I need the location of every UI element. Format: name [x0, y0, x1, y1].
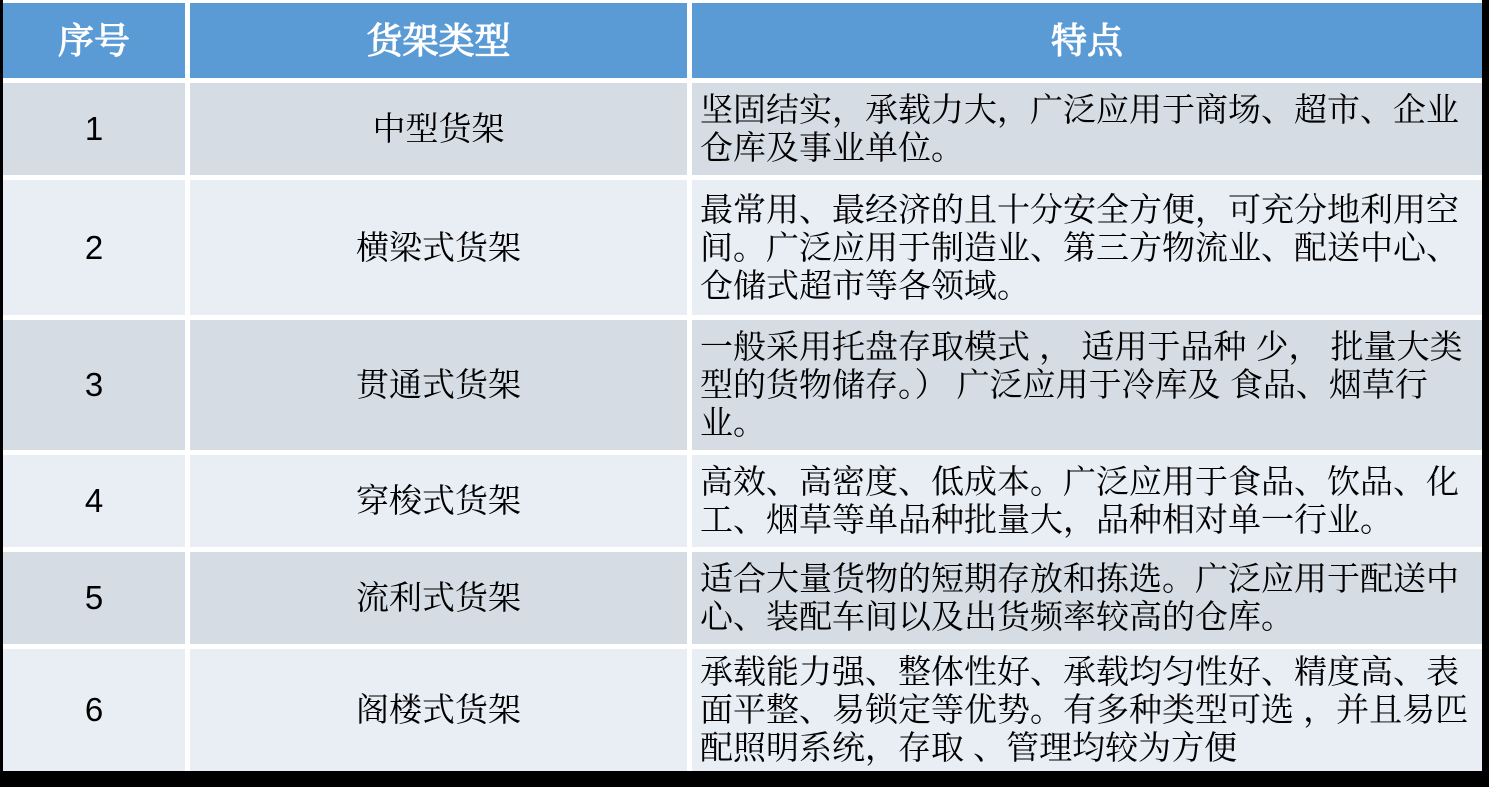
row-number-cell: 4 [3, 455, 185, 547]
column-header-shelf-type: 货架类型 [190, 3, 687, 78]
shelf-type-cell: 穿梭式货架 [190, 455, 687, 547]
row-number-cell: 2 [3, 180, 185, 315]
shelf-type-cell: 横梁式货架 [190, 180, 687, 315]
shelf-type-cell: 贯通式货架 [190, 320, 687, 450]
feature-cell: 适合大量货物的短期存放和拣选。广泛应用于配送中心、装配车间以及出货频率较高的仓库。 [692, 552, 1482, 644]
feature-cell: 坚固结实，承载力大，广泛应用于商场、超市、企业仓库及事业单位。 [692, 83, 1482, 175]
shelf-table [3, 3, 1482, 771]
row-number-cell: 1 [3, 83, 185, 175]
row-number-cell: 5 [3, 552, 185, 644]
shelf-type-cell: 流利式货架 [190, 552, 687, 644]
row-number-cell: 6 [3, 649, 185, 771]
feature-cell: 最常用、最经济的且十分安全方便，可充分地利用空间。广泛应用于制造业、第三方物流业、配送中心、仓储式超市等各领域。 [692, 180, 1482, 315]
feature-cell: 承载能力强、整体性好、承载均匀性好、精度高、表面平整、易锁定等优势。有多种类型可选 ，并且易匹配照明系统，存取 、管理均较为方便 [692, 649, 1482, 771]
feature-cell: 一般采用托盘存取模式 ， 适用于品种 少， 批量大类型的货物储存。） 广泛应用于冷库及 食品、烟草行业。 [692, 320, 1482, 450]
row-number-cell: 3 [3, 320, 185, 450]
shelf-type-cell: 中型货架 [190, 83, 687, 175]
feature-cell: 高效、高密度、低成本。广泛应用于食品、饮品、化工、烟草等单品种批量大，品种相对单一行业。 [692, 455, 1482, 547]
column-header-feature: 特点 [692, 3, 1482, 78]
shelf-type-cell: 阁楼式货架 [190, 649, 687, 771]
column-header-number: 序号 [3, 3, 185, 78]
table-surface [3, 0, 1482, 771]
